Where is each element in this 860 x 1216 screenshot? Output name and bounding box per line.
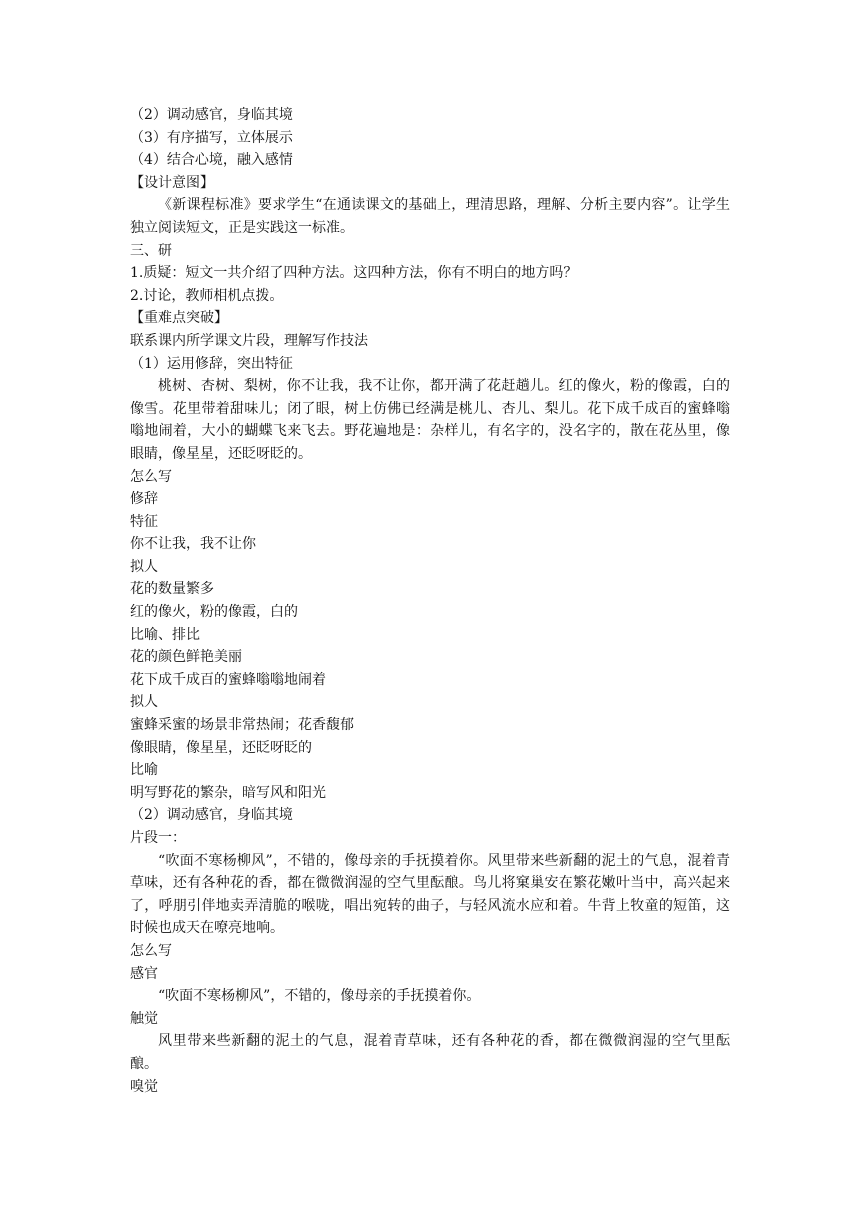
text-line: 花下成千成百的蜜蜂嗡嗡地闹着 [130, 671, 326, 688]
text-line: 怎么写 [130, 468, 172, 485]
text-line: 拟人 [130, 558, 158, 575]
list-item: （2）调动感官，身临其境 [130, 107, 293, 123]
paragraph: “吹面不寒杨柳风”，不错的，像母亲的手抚摸着你。风里带来些新翻的泥土的气息，混着青草味，还有各种花的香，都在微微润湿的空气里酝酿。鸟儿将窠巢安在繁花嫩叶当中，高兴起来了，呼朋引伴地卖弄清脆的喉咙，唱出宛转的曲子，与轻风流水应和着。牛背上牧童的短笛，这时候也成天在嘹亮地响。 [130, 852, 730, 937]
paragraph: 《新课程标准》要求学生“在通读课文的基础上，理清思路，理解、分析主要内容”。让学生独立阅读短文，正是实践这一标准。 [130, 197, 730, 236]
text-line: 嗅觉 [130, 1078, 158, 1095]
section-heading: 【设计意图】 [130, 174, 214, 191]
list-item: （1）运用修辞，突出特征 [130, 355, 293, 372]
text-line: 怎么写 [130, 942, 172, 959]
text-line: 像眼睛，像星星，还眨呀眨的 [130, 739, 312, 756]
list-item: （4）结合心境，融入感情 [130, 152, 293, 169]
text-line: 花的颜色鲜艳美丽 [130, 649, 242, 666]
paragraph: “吹面不寒杨柳风”，不错的，像母亲的手抚摸着你。 [158, 988, 481, 1005]
text-line: 修辞 [130, 491, 158, 508]
paragraph: 桃树、杏树、梨树，你不让我，我不让你，都开满了花赶趟儿。红的像火，粉的像霞，白的像雪。花里带着甜味儿；闭了眼，树上仿佛已经满是桃儿、杏儿、梨儿。花下成千成百的蜜蜂嗡嗡地闹着，大小的蝴蝶飞来飞去。野花遍地是：杂样儿，有名字的，没名字的，散在花丛里，像眼睛，像星星，还眨呀眨的。 [130, 378, 730, 462]
list-item: （2）调动感官，身临其境 [130, 807, 293, 824]
text-line: 特征 [130, 513, 158, 530]
text-line: 片段一： [130, 830, 186, 846]
text-line: 触觉 [130, 1010, 158, 1027]
text-line: 你不让我，我不让你 [130, 536, 256, 553]
text-line: 蜜蜂采蜜的场景非常热闹；花香馥郁 [130, 717, 354, 734]
section-heading: 三、研 [130, 242, 172, 259]
text-line: 联系课内所学课文片段，理解写作技法 [130, 332, 368, 349]
document-body [130, 104, 730, 1098]
text-line: 比喻 [130, 762, 158, 779]
section-heading: 【重难点突破】 [130, 310, 228, 327]
text-line: 感官 [130, 965, 158, 982]
list-item: 1.质疑：短文一共介绍了四种方法。这四种方法，你有不明白的地方吗？ [130, 265, 578, 282]
text-line: 比喻、排比 [130, 626, 200, 643]
paragraph: 风里带来些新翻的泥土的气息，混着青草味，还有各种花的香，都在微微润湿的空气里酝酿。 [130, 1033, 730, 1072]
text-line: 明写野花的繁杂，暗写风和阳光 [130, 784, 326, 801]
text-line: 拟人 [130, 694, 158, 711]
list-item: （3）有序描写，立体展示 [130, 129, 293, 146]
list-item: 2.讨论，教师相机点拨。 [130, 287, 284, 304]
text-line: 花的数量繁多 [130, 581, 214, 598]
text-line: 红的像火，粉的像霞，白的 [130, 604, 298, 621]
